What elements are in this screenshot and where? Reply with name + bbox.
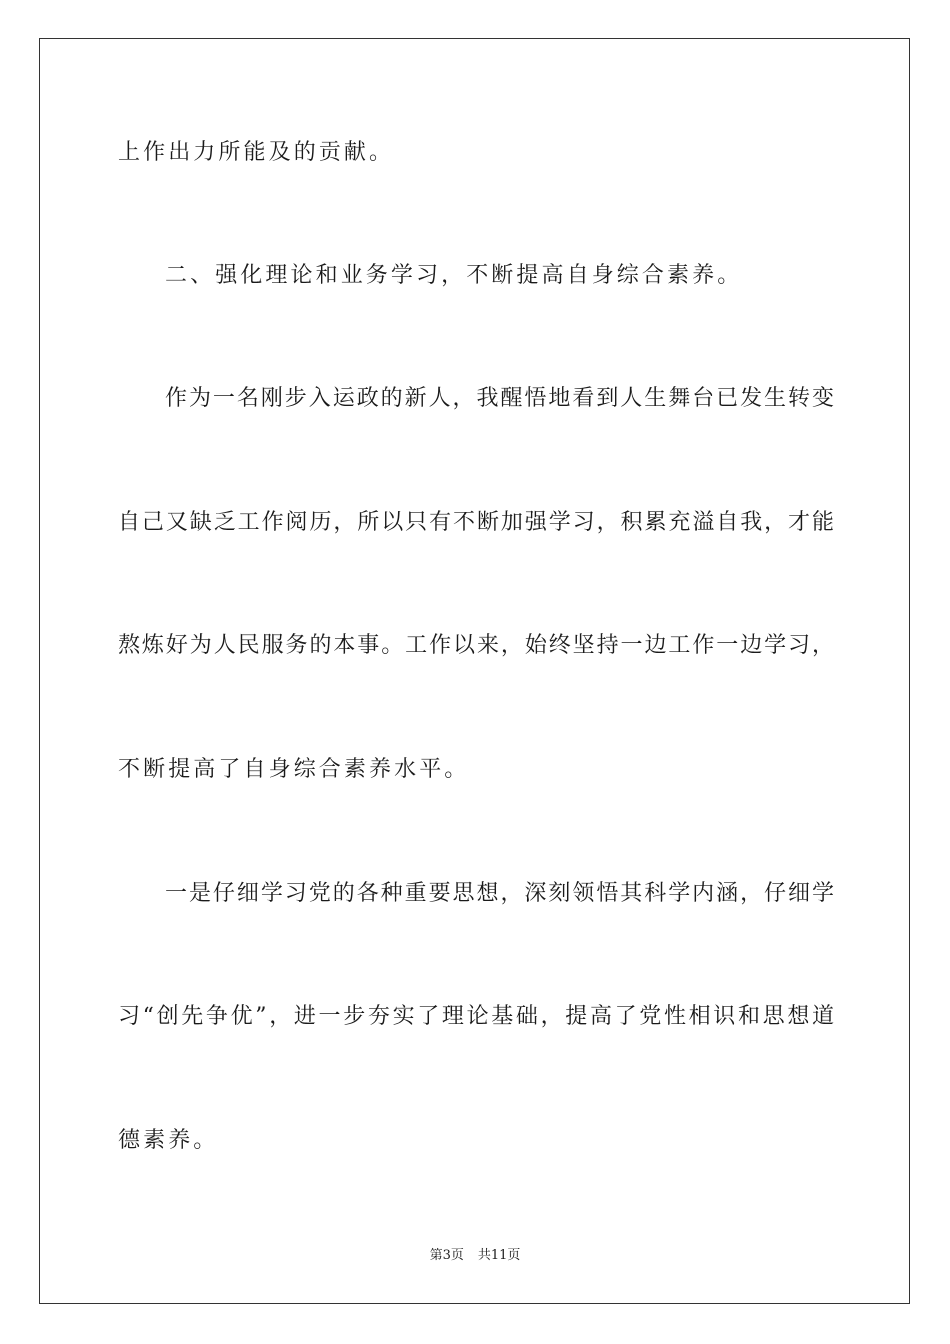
paragraph-line: 熬炼好为人民服务的本事。工作以来，始终坚持一边工作一边学习， [118,633,834,658]
paragraph-line: 上作出力所能及的贡献。 [118,140,395,165]
page-border [39,38,910,1304]
paragraph-line: 一是仔细学习党的各种重要思想，深刻领悟其科学内涵，仔细学 [165,881,834,906]
section-heading: 二、强化理论和业务学习，不断提高自身综合素养。 [165,263,743,288]
paragraph-line: 习“创先争优”，进一步夯实了理论基础，提高了党性相识和思想道 [118,1004,834,1029]
paragraph-line: 德素养。 [118,1128,219,1153]
page-total: 共11页 [477,1248,521,1263]
paragraph-line: 不断提高了自身综合素养水平。 [118,757,470,782]
paragraph-line: 作为一名刚步入运政的新人，我醒悟地看到人生舞台已发生转变 [165,386,834,411]
page-footer [0,1247,950,1265]
page-number: 第3页 [429,1248,464,1263]
paragraph-line: 自己又缺乏工作阅历，所以只有不断加强学习，积累充溢自我，才能 [118,510,834,535]
